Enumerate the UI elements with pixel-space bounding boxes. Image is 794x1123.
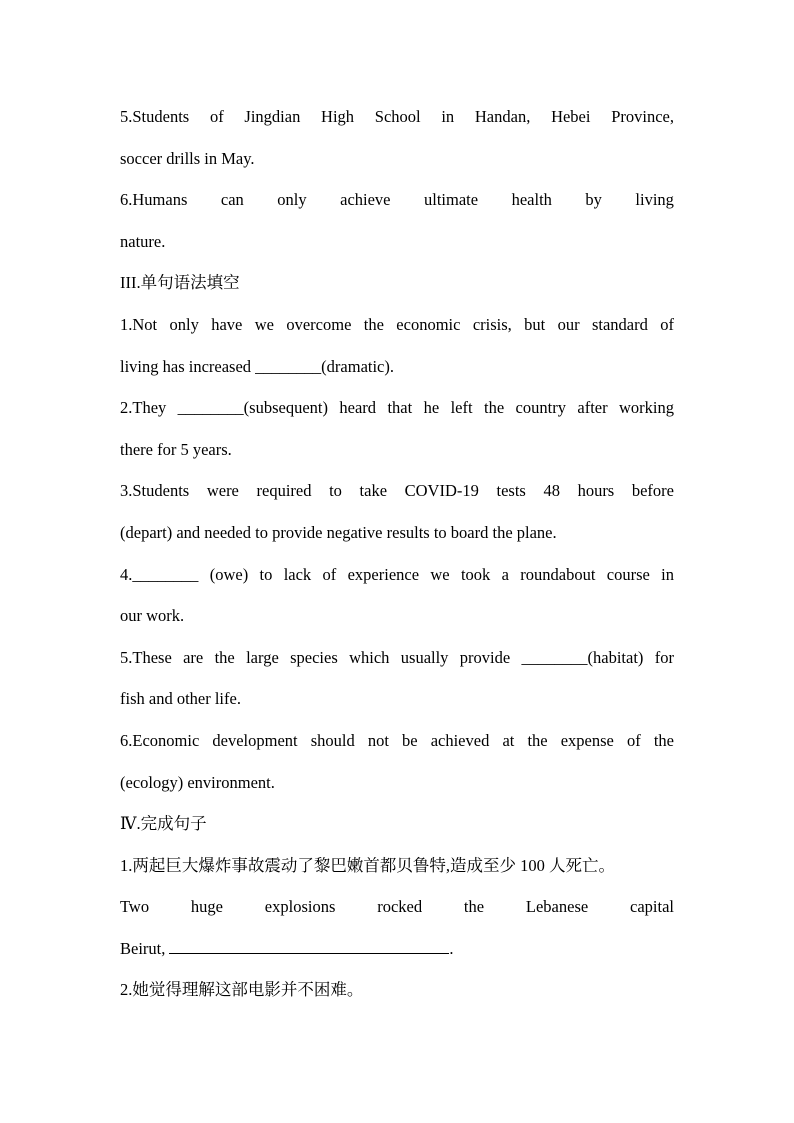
question-text: 1.Not only have we overcome the economic crisis, but our standard of — [120, 314, 674, 334]
s2-q5-line1 — [120, 96, 674, 138]
word: health — [511, 190, 552, 210]
word: Hebei — [551, 107, 591, 126]
word: Jingdian — [244, 107, 301, 126]
s3-q2-line2: there for 5 years. — [120, 439, 232, 459]
word: capital — [630, 897, 674, 917]
word: High — [321, 107, 355, 126]
word: in — [441, 107, 455, 126]
sentence-prefix: Beirut, — [120, 938, 166, 958]
word: School — [374, 107, 421, 126]
s2-q5-line2: soccer drills in May. — [120, 148, 255, 168]
word: explosions — [264, 897, 336, 917]
word: the — [463, 897, 485, 917]
s3-q1-line1 — [120, 304, 674, 346]
word: can — [220, 190, 244, 210]
sentence-suffix: . — [449, 938, 454, 958]
word: 6.Humans — [120, 190, 188, 210]
s3-q1-line2: living has increased ________(dramatic). — [120, 356, 394, 376]
s3-q2-line1 — [120, 387, 674, 429]
question-text: 6.Economic development should not be achieved at the expense of the — [120, 730, 674, 750]
word: only — [277, 190, 307, 210]
s2-q6-line1 — [120, 179, 674, 221]
s3-q5-line2: fish and other life. — [120, 689, 241, 709]
s3-q4-line1 — [120, 554, 674, 596]
s4-q2-chinese: 2.她觉得理解这部电影并不困难。 — [120, 980, 364, 1000]
word: 5.Students — [120, 107, 190, 126]
word: take — [359, 481, 388, 501]
s3-q3-line1 — [120, 470, 674, 512]
word: Handan, — [474, 107, 531, 126]
word: Two — [120, 897, 150, 917]
word: before — [631, 481, 674, 501]
s4-q1-english-line1 — [120, 886, 674, 928]
word: hours — [577, 481, 615, 501]
word: were — [206, 481, 239, 501]
document-page — [120, 96, 674, 1011]
question-text: 2.They ________(subsequent) heard that he left the country after working — [120, 398, 674, 418]
question-text: 5.These are the large species which usually provide ________(habitat) for — [120, 647, 674, 667]
word: by — [585, 190, 602, 210]
word: 48 — [543, 481, 560, 501]
word: achieve — [340, 190, 391, 210]
s3-q4-line2: our work. — [120, 606, 185, 626]
s3-q5-line1 — [120, 637, 674, 679]
section3-heading: III.单句语法填空 — [120, 273, 240, 293]
word: living — [635, 190, 674, 210]
s4-q1-english-line2 — [120, 928, 674, 970]
word: tests — [496, 481, 526, 501]
s2-q6-line2: nature. — [120, 231, 166, 251]
word: Province, — [611, 107, 674, 126]
question-text: 4.________ (owe) to lack of experience we took a roundabout course in — [120, 564, 674, 584]
s3-q6-line1 — [120, 720, 674, 762]
s3-q6-line2: (ecology) environment. — [120, 772, 275, 792]
word: COVID-19 — [404, 481, 479, 501]
answer-blank[interactable] — [169, 939, 449, 954]
word: ultimate — [424, 190, 479, 210]
s3-q3-line2: (depart) and needed to provide negative results to board the plane. — [120, 522, 557, 542]
word: 3.Students — [120, 481, 190, 501]
word: to — [329, 481, 342, 501]
word: huge — [190, 897, 223, 917]
word: of — [209, 107, 224, 126]
word: required — [256, 481, 312, 501]
s4-q1-chinese: 1.两起巨大爆炸事故震动了黎巴嫩首都贝鲁特,造成至少 100 人死亡。 — [120, 855, 615, 875]
word: rocked — [377, 897, 423, 917]
section4-heading: Ⅳ.完成句子 — [120, 814, 207, 834]
word: Lebanese — [525, 897, 589, 917]
